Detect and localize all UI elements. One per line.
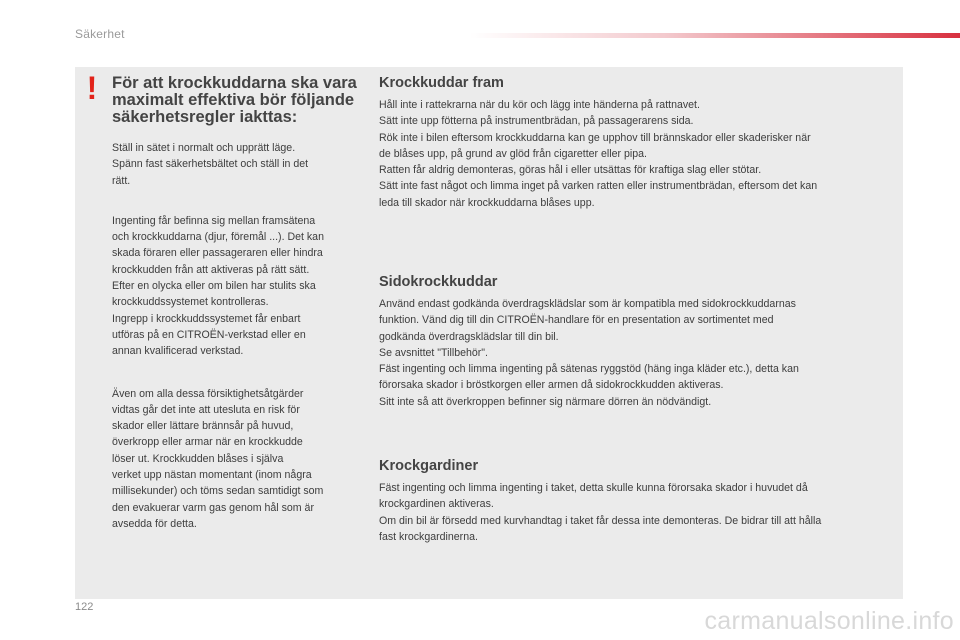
front-airbags-heading: Krockkuddar fram	[379, 75, 504, 91]
text-line: Om din bil är försedd med kurvhandtag i taket får dessa inte demonteras. De bidrar till att hålla	[379, 514, 822, 527]
warning-title-line: För att krockkuddarna ska vara	[112, 74, 357, 92]
text-line: Sitt inte så att överkroppen befinner sig närmare dörren än nödvändigt.	[379, 395, 712, 408]
text-line: fast krockgardinerna.	[379, 530, 478, 543]
text-line: Fäst ingenting och limma ingenting i taket, detta skulle kunna förorsaka skador i huvudet då	[379, 482, 808, 494]
warning-title-line: säkerhetsregler iakttas:	[112, 108, 298, 126]
text-line: funktion. Vänd dig till din CITROËN-handlare för en presentation av sortimentet med	[379, 314, 774, 327]
text-line: och krockkuddarna (djur, föremål ...). Det kan	[112, 231, 324, 244]
text-line: Sätt inte upp fötterna på instrumentbrädan, på passagerarens sida.	[379, 115, 694, 128]
text-line: Ställ in sätet i normalt och upprätt läge.	[112, 142, 296, 154]
text-line: den evakuerar varm gas genom hål som är	[112, 501, 314, 514]
text-line: Rök inte i bilen eftersom krockkuddarna kan ge upphov till brännskador eller skaderisker när	[379, 131, 811, 144]
header-accent-bar	[470, 33, 960, 38]
text-line: avsedda för detta.	[112, 517, 197, 530]
text-line: skador eller lättare brännsår på huvud,	[112, 420, 294, 433]
watermark: carmanualsonline.info	[704, 607, 954, 635]
text-line: Ratten får aldrig demonteras, göras hål i eller utsättas för kraftiga slag eller stötar.	[379, 164, 762, 177]
text-line: krockgardinen aktiveras.	[379, 498, 494, 511]
front-airbags-text	[379, 97, 899, 211]
exclamation-icon: !	[86, 70, 98, 106]
text-line: skada föraren eller passageraren eller hindra	[112, 247, 323, 260]
warning-paragraph-2	[112, 213, 360, 360]
text-line: Efter en olycka eller om bilen har stulits ska	[112, 280, 316, 293]
text-line: godkända överdragsklädslar till din bil.	[379, 330, 559, 343]
text-line: vidtas går det inte att utesluta en risk för	[112, 403, 300, 416]
warning-paragraph-1	[112, 140, 360, 189]
text-line: löser ut. Krockkudden blåses i själva	[112, 452, 284, 465]
text-line: Fäst ingenting och limma ingenting på sätenas ryggstöd (häng inga kläder etc.), detta kan	[379, 363, 799, 376]
text-line: rätt.	[112, 174, 131, 187]
text-line: krockkuddssystemet kontrolleras.	[112, 296, 269, 309]
text-line: förorsaka skador i bröstkorgen eller armen då sidokrockkudden aktiveras.	[379, 379, 724, 392]
warning-title	[112, 75, 360, 126]
side-airbags-heading: Sidokrockkuddar	[379, 274, 498, 290]
page-number: 122	[75, 601, 94, 613]
text-line: Ingrepp i krockkuddssystemet får enbart	[112, 312, 301, 325]
section-label: Säkerhet	[75, 27, 125, 41]
text-line: Även om alla dessa försiktighetsåtgärder	[112, 387, 304, 400]
text-line: Använd endast godkända överdragsklädslar som är kompatibla med sidokrockkuddarnas	[379, 298, 796, 310]
text-line: leda till skador när krockkuddarna blåses upp.	[379, 196, 595, 209]
text-line: millisekunder) och töms sedan samtidigt som	[112, 485, 324, 498]
text-line: Spänn fast säkerhetsbältet och ställ in det	[112, 158, 309, 171]
text-line: överkropp eller armar när en krockkudde	[112, 436, 303, 449]
text-line: utföras på en CITROËN-verkstad eller en	[112, 328, 306, 341]
curtain-airbags-heading: Krockgardiner	[379, 458, 479, 474]
curtain-airbags-text	[379, 480, 899, 545]
warning-column	[112, 75, 360, 532]
text-line: de blåses upp, på grund av glöd från cigaretter eller pipa.	[379, 147, 647, 160]
warning-paragraph-3	[112, 386, 360, 533]
side-airbags-text	[379, 296, 899, 410]
text-line: Ingenting får befinna sig mellan framsätena	[112, 214, 316, 227]
text-line: verket upp nästan momentant (inom några	[112, 469, 312, 482]
text-line: krockkudden från att aktiveras på rätt sätt.	[112, 263, 310, 276]
text-line: Håll inte i rattekrarna när du kör och lägg inte händerna på rattnavet.	[379, 99, 700, 111]
text-line: annan kvalificerad verkstad.	[112, 345, 244, 358]
text-line: Se avsnittet "Tillbehör".	[379, 346, 488, 359]
warning-title-line: maximalt effektiva bör följande	[112, 91, 355, 109]
text-line: Sätt inte fast något och limma inget på varken ratten eller instrumentbrädan, eftersom det kan	[379, 180, 818, 193]
